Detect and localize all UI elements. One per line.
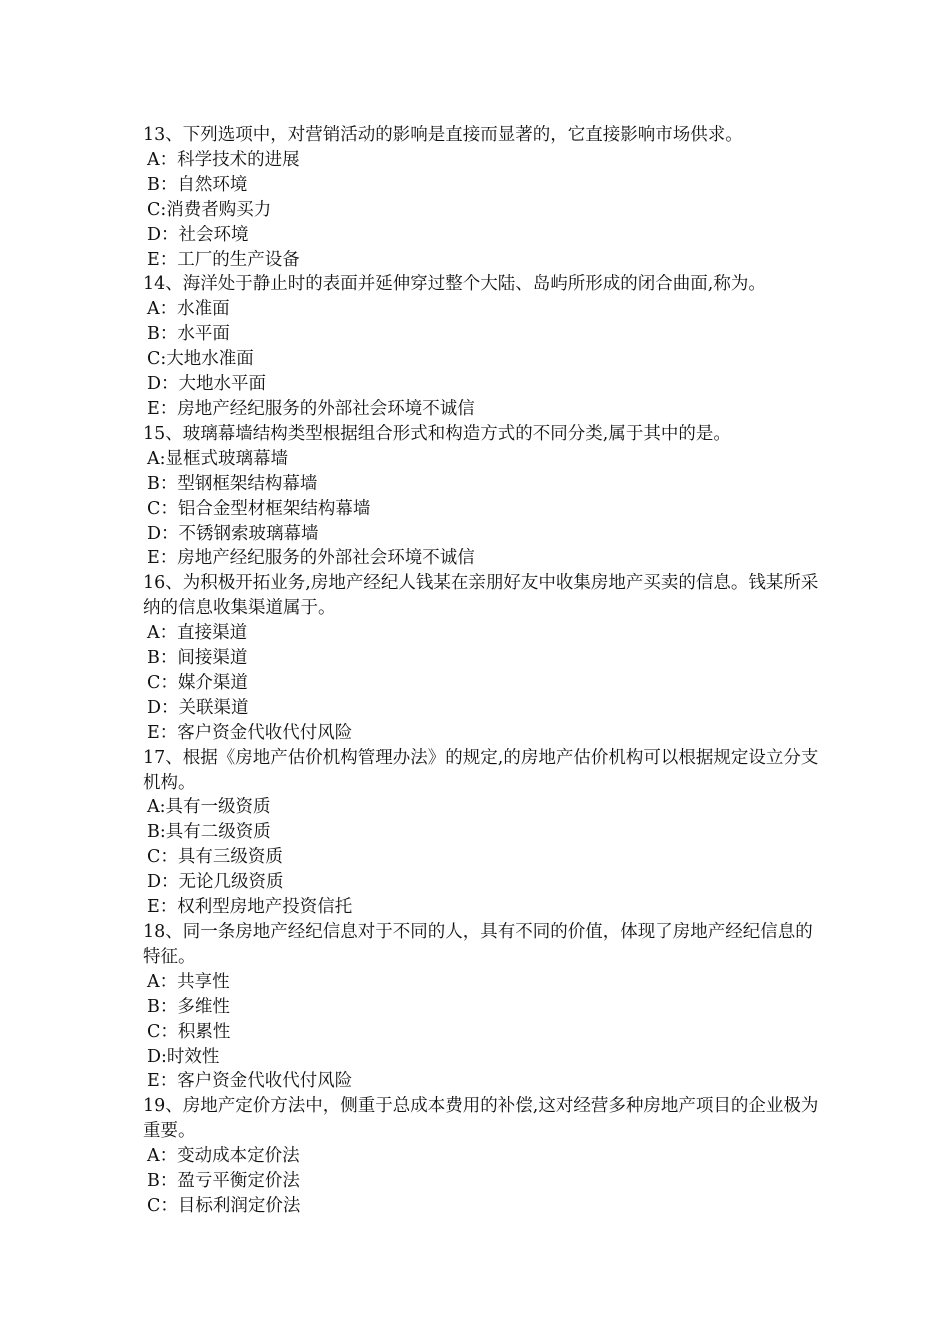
option-b: B:具有二级资质 (147, 822, 271, 843)
option-c: C：具有三级资质 (147, 847, 283, 868)
question-15 (143, 422, 823, 571)
option-b: B：型钢框架结构幕墙 (147, 473, 318, 494)
option-b: B：盈亏平衡定价法 (147, 1171, 300, 1192)
option-c: C：铝合金型材框架结构幕墙 (147, 498, 371, 519)
option-c: C:大地水准面 (147, 349, 254, 370)
question-text: 19、房地产定价方法中，侧重于总成本费用的补偿,这对经营多种房地产项目的企业极为重要。 (143, 1096, 819, 1142)
option-a: A：科学技术的进展 (147, 149, 300, 170)
option-c: C：媒介渠道 (147, 672, 248, 693)
option-e: E：房地产经纪服务的外部社会环境不诚信 (147, 398, 475, 419)
question-text: 16、为积极开拓业务,房地产经纪人钱某在亲朋好友中收集房地产买卖的信息。钱某所采纳的信息收集渠道属于。 (143, 573, 819, 619)
option-a: A:具有一级资质 (147, 797, 271, 818)
option-d: D：大地水平面 (147, 374, 267, 395)
option-a: A：直接渠道 (147, 623, 248, 644)
option-d: D:时效性 (147, 1046, 220, 1067)
question-16 (143, 571, 823, 745)
question-18 (143, 920, 823, 1094)
question-text: 15、玻璃幕墙结构类型根据组合形式和构造方式的不同分类,属于其中的是。 (143, 423, 731, 444)
option-d: D：不锈钢索玻璃幕墙 (147, 523, 319, 544)
question-17 (143, 746, 823, 920)
option-a: A：共享性 (147, 971, 230, 992)
question-text: 14、海洋处于静止时的表面并延伸穿过整个大陆、岛屿所形成的闭合曲面,称为。 (143, 274, 766, 295)
option-e: E：房地产经纪服务的外部社会环境不诚信 (147, 548, 475, 569)
question-text: 17、根据《房地产估价机构管理办法》的规定,的房地产估价机构可以根据规定设立分支机构。 (143, 747, 819, 793)
question-14 (143, 272, 823, 421)
option-d: D：关联渠道 (147, 697, 249, 718)
option-e: E：客户资金代收代付风险 (147, 1071, 353, 1092)
question-list (143, 123, 823, 1219)
option-c: C：目标利润定价法 (147, 1195, 301, 1216)
question-13 (143, 123, 823, 272)
option-b: B：水平面 (147, 324, 230, 345)
option-b: B：自然环境 (147, 174, 248, 195)
option-e: E：权利型房地产投资信托 (147, 897, 353, 918)
option-d: D：无论几级资质 (147, 872, 284, 893)
option-e: E：客户资金代收代付风险 (147, 722, 353, 743)
option-e: E：工厂的生产设备 (147, 249, 300, 270)
option-b: B：多维性 (147, 996, 230, 1017)
option-c: C：积累性 (147, 1021, 231, 1042)
option-a: A：水准面 (147, 299, 230, 320)
question-19 (143, 1094, 823, 1219)
question-text: 18、同一条房地产经纪信息对于不同的人，具有不同的价值，体现了房地产经纪信息的特征。 (143, 922, 813, 967)
option-d: D：社会环境 (147, 224, 249, 245)
option-a: A：变动成本定价法 (147, 1146, 300, 1167)
option-a: A:显框式玻璃幕墙 (147, 448, 289, 469)
option-c: C:消费者购买力 (147, 199, 272, 220)
question-text: 13、下列选项中，对营销活动的影响是直接而显著的，它直接影响市场供求。 (143, 125, 743, 145)
option-b: B：间接渠道 (147, 648, 248, 669)
